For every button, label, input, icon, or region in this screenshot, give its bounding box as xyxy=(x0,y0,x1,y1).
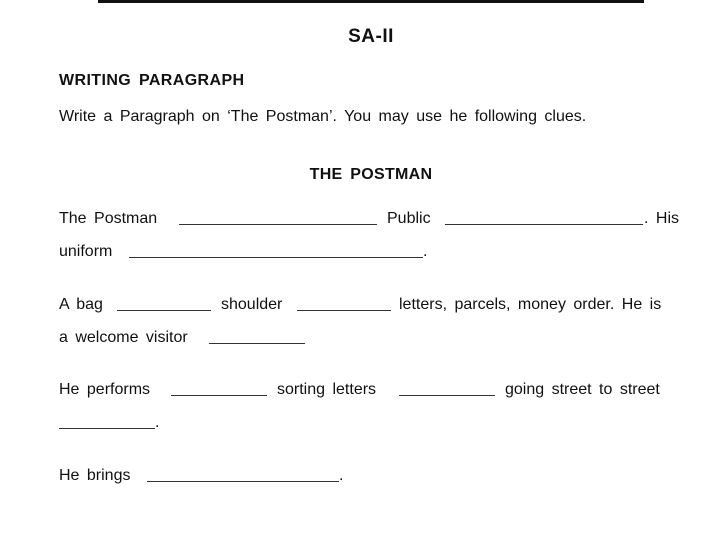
clue-text: a welcome visitor xyxy=(59,329,188,346)
clue-line xyxy=(59,243,689,265)
clue-line xyxy=(59,381,689,403)
assignment-heading: WRITING PARAGRAPH xyxy=(59,72,245,89)
fill-blank[interactable] xyxy=(445,224,643,225)
fill-blank[interactable] xyxy=(297,310,391,311)
fill-blank[interactable] xyxy=(117,310,211,311)
fill-blank[interactable] xyxy=(179,224,377,225)
fill-blank[interactable] xyxy=(171,395,267,396)
clue-line xyxy=(59,467,689,489)
clue-punctuation: . xyxy=(423,243,428,260)
clue-line xyxy=(59,329,689,351)
clue-line xyxy=(59,414,689,436)
clue-line xyxy=(59,296,689,318)
clue-text: letters, parcels, money order. He is xyxy=(399,296,662,313)
clue-text: sorting letters xyxy=(277,381,377,398)
section-code: SA-II xyxy=(348,26,394,47)
clue-text: A bag xyxy=(59,296,103,313)
paragraph-title: THE POSTMAN xyxy=(309,166,433,183)
clue-text: shoulder xyxy=(221,296,283,313)
assignment-instruction: Write a Paragraph on ‘The Postman’. You may use he following clues. xyxy=(59,108,587,125)
fill-blank[interactable] xyxy=(399,395,495,396)
clue-punctuation: . xyxy=(155,414,160,431)
clue-text: . His xyxy=(644,210,679,227)
clue-punctuation: . xyxy=(339,467,344,484)
top-rule xyxy=(98,0,644,3)
fill-blank[interactable] xyxy=(129,257,423,258)
clue-text: Public xyxy=(387,210,431,227)
clue-text: The Postman xyxy=(59,210,158,227)
fill-blank[interactable] xyxy=(209,343,305,344)
clue-line xyxy=(59,210,689,232)
fill-blank[interactable] xyxy=(59,428,155,429)
clue-text: He performs xyxy=(59,381,151,398)
clue-text: going street to street xyxy=(505,381,660,398)
clue-text: uniform xyxy=(59,243,113,260)
fill-blank[interactable] xyxy=(147,481,339,482)
clue-text: He brings xyxy=(59,467,131,484)
